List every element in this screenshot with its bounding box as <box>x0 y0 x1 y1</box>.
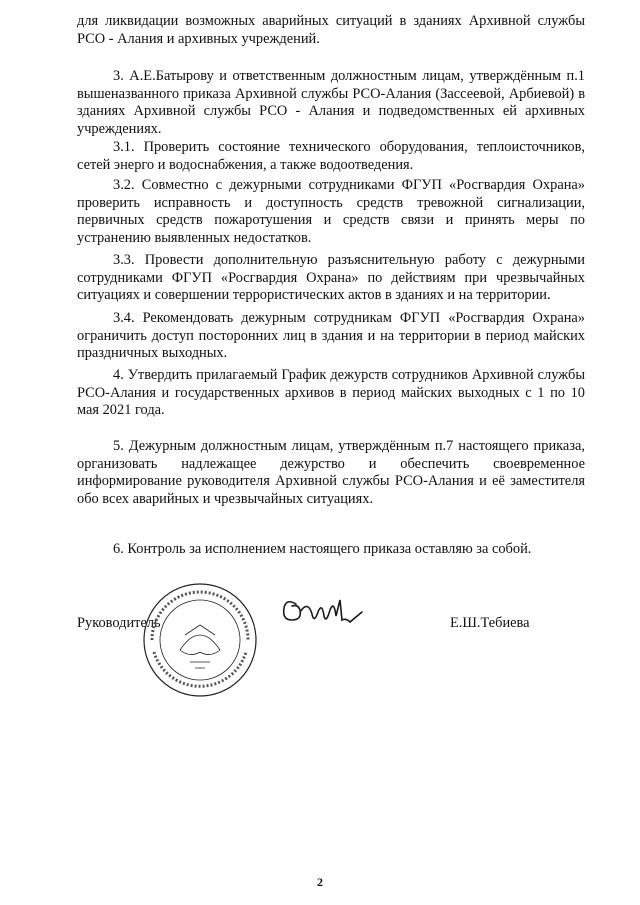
signature-label: Руководитель <box>77 615 161 631</box>
paragraph-item-6: 6. Контроль за исполнением настоящего приказа оставляю за собой. <box>113 541 532 557</box>
page-number: 2 <box>317 875 323 889</box>
signatory-name: Е.Ш.Тебиева <box>450 615 530 631</box>
paragraph-item-3-2: 3.2. Совместно с дежурными сотрудниками ФГУП «Росгвардия Охрана» проверить исправность и доступность средств тревожной сигнализации, первичных средств пожаротушения и средств связи и принять меры по устранению выявленных недостатков. <box>77 177 585 246</box>
paragraph-continuation: для ликвидации возможных аварийных ситуаций в зданиях Архивной службы РСО - Алания и архивных учреждений. <box>77 13 585 47</box>
paragraph-item-3: 3. А.Е.Батырову и ответственным должностным лицам, утверждённым п.1 вышеназванного приказа Архивной службы РСО-Алания (Зассеевой, Арбиевой) в зданиях Архивной службы РСО - Алания и подведомственных ей архивных учреждениях. <box>77 68 585 137</box>
official-seal-icon <box>140 580 260 700</box>
paragraph-item-4: 4. Утвердить прилагаемый График дежурств сотрудников Архивной службы РСО-Алания и государственных архивов в период майских выходных с 1 по 10 мая 2021 года. <box>77 367 585 418</box>
paragraph-item-3-3: 3.3. Провести дополнительную разъяснительную работу с дежурными сотрудниками ФГУП «Росгвардия Охрана» по действиям при чрезвычайных ситуациях и совершении террористических актов в зданиях и на территории. <box>77 252 585 303</box>
handwritten-signature-icon <box>278 590 368 635</box>
paragraph-item-3-1: 3.1. Проверить состояние технического оборудования, теплоисточников, сетей энерго и водоснабжения, а также водоотведения. <box>77 139 585 173</box>
paragraph-item-5: 5. Дежурным должностным лицам, утверждённым п.7 настоящего приказа, организовать надлежащее дежурство и обеспечить своевременное информирование руководителя Архивной службы РСО-Алания и её заместителя обо всех аварийных и чрезвычайных ситуациях. <box>77 438 585 507</box>
paragraph-item-3-4: 3.4. Рекомендовать дежурным сотрудникам ФГУП «Росгвардия Охрана» ограничить доступ посторонних лиц в здания и на территории в период майских праздничных выходных. <box>77 310 585 361</box>
